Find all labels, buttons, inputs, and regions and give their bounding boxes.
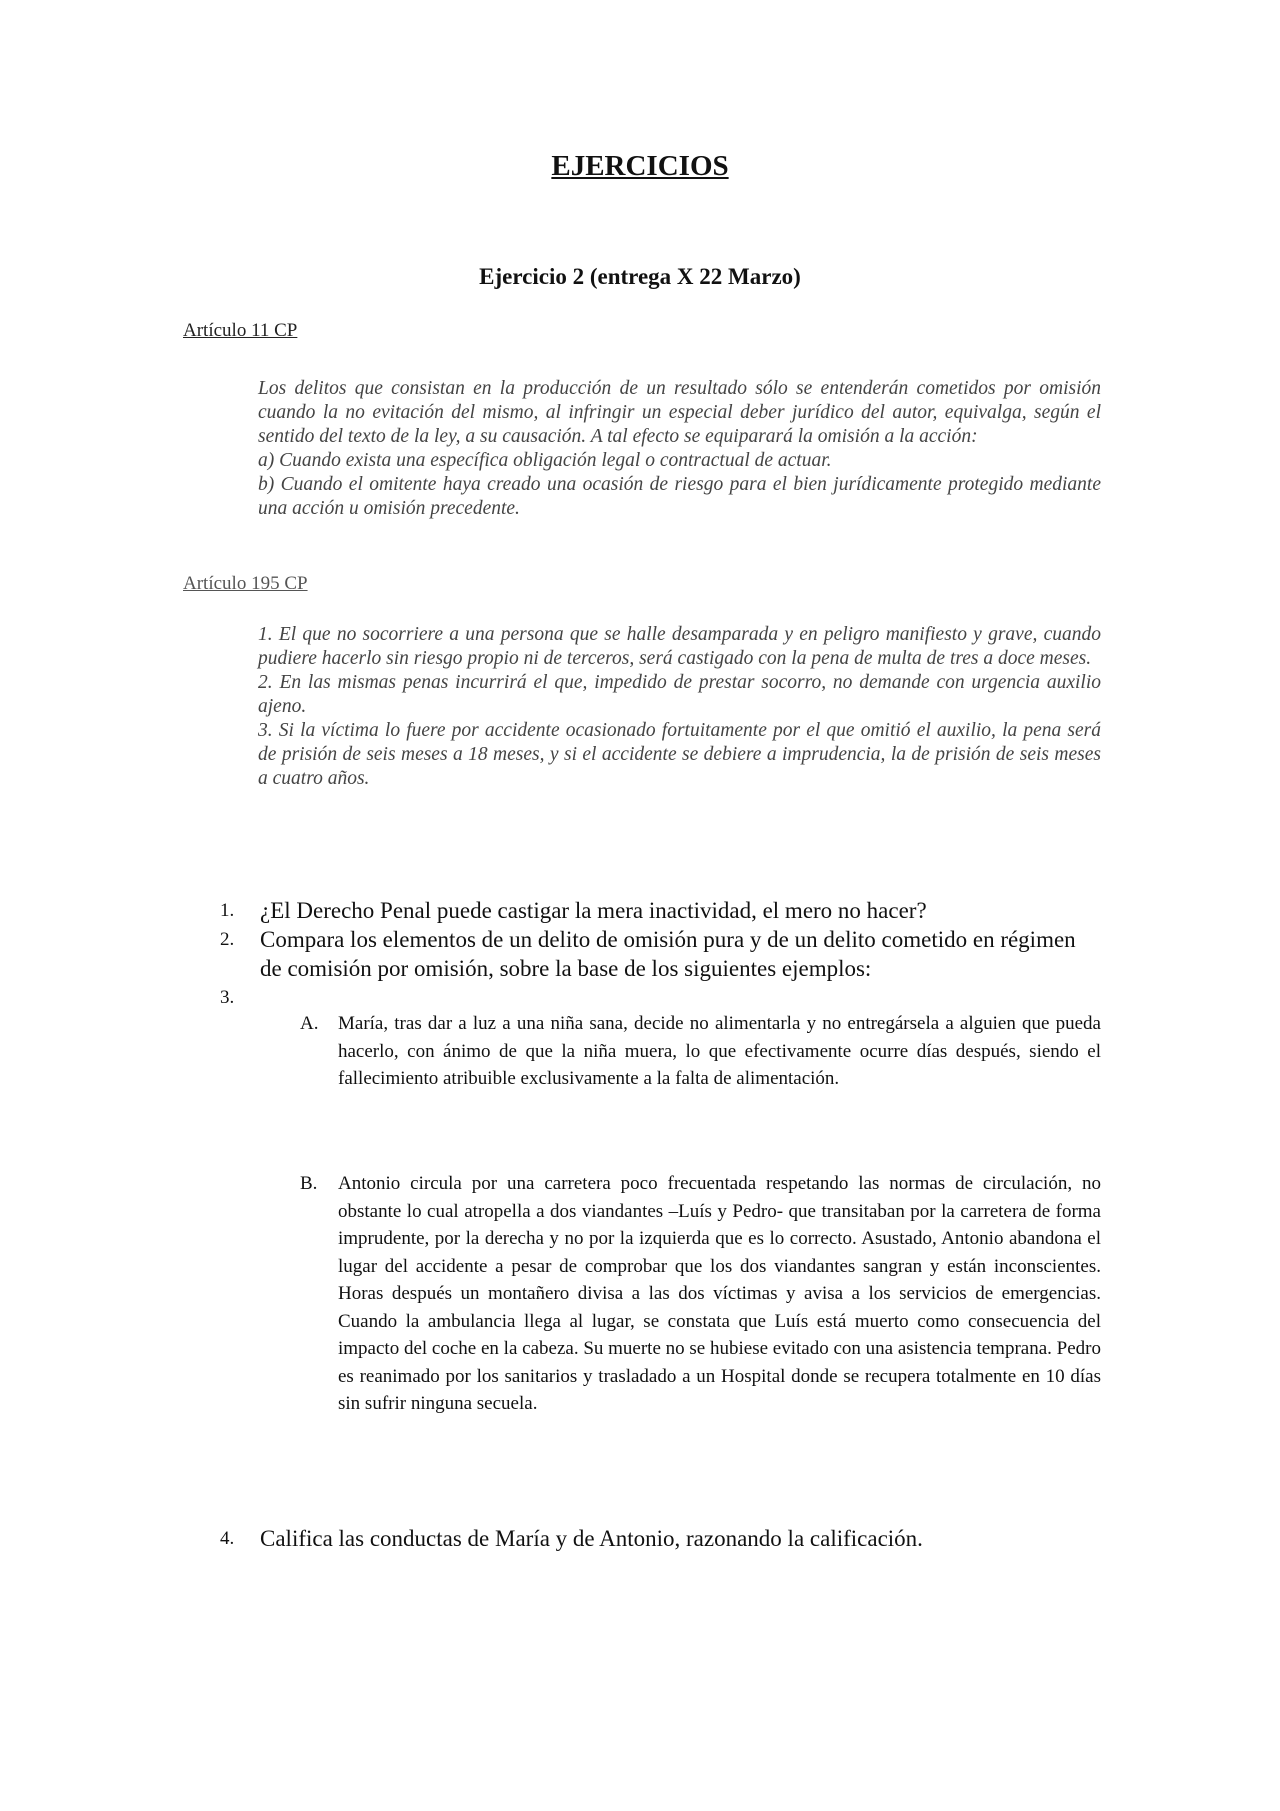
exercise-heading: Ejercicio 2 (entrega X 22 Marzo): [479, 264, 801, 289]
article-11-paragraph: a) Cuando exista una específica obligación legal o contractual de actuar.: [258, 450, 832, 471]
question-number: 2.: [220, 929, 235, 950]
case-letter: A.: [300, 1013, 319, 1034]
question-item: [220, 1524, 1100, 1553]
case-a: [300, 1010, 1101, 1093]
article-11-quote: [258, 377, 1101, 521]
case-letter: B.: [300, 1173, 318, 1194]
page-title: EJERCICIOS: [551, 150, 729, 182]
article-195-quote: [258, 623, 1101, 791]
question-item: [220, 925, 1100, 983]
article-11-paragraph: Los delitos que consistan en la producción de un resultado sólo se entenderán cometidos por omisión cuando la no evitación del mismo, al infringir un especial deber jurídico del autor, equivalga, según el sentido del texto de la ley, a su causación. A tal efecto se equiparará la omisión a la acción:: [258, 378, 1101, 447]
question-text: [260, 983, 1100, 1012]
question-number: 3.: [220, 987, 235, 1008]
question-number: 4.: [220, 1528, 235, 1549]
question-text: Compara los elementos de un delito de omisión pura y de un delito cometido en régimen de comisión por omisión, sobre la base de los siguientes ejemplos:: [260, 927, 1076, 981]
question-number: 1.: [220, 900, 235, 921]
case-text: María, tras dar a luz a una niña sana, decide no alimentarla y no entregársela a alguien que pueda hacerlo, con ánimo de que la niña muera, lo que efectivamente ocurre días después, siendo el fallecimiento atribuible exclusivamente a la falta de alimentación.: [338, 1013, 1101, 1089]
article-195-title: Artículo 195 CP: [183, 573, 308, 594]
case-b: [300, 1170, 1101, 1418]
question-item: [220, 983, 1100, 1012]
article-11-title: Artículo 11 CP: [183, 320, 298, 341]
article-195-paragraph: 1. El que no socorriere a una persona que se halle desamparada y en peligro manifiesto y grave, cuando pudiere hacerlo sin riesgo propio ni de terceros, será castigado con la pena de multa de tres a doce meses.: [258, 624, 1101, 669]
questions-list-continued: [220, 1524, 1100, 1553]
question-item: [220, 896, 1100, 925]
article-195-paragraph: 3. Si la víctima lo fuere por accidente ocasionado fortuitamente por el que omitió el auxilio, la pena será de prisión de seis meses a 18 meses, y si el accidente se debiere a imprudencia, la de prisión de seis meses a cuatro años.: [258, 720, 1101, 789]
article-11-paragraph: b) Cuando el omitente haya creado una ocasión de riesgo para el bien jurídicamente protegido mediante una acción u omisión precedente.: [258, 474, 1101, 519]
case-text: Antonio circula por una carretera poco frecuentada respetando las normas de circulación, no obstante lo cual atropella a dos viandantes –Luís y Pedro- que transitaban por la carretera de forma imprudente, por la derecha y no por la izquierda que es lo correcto. Asustado, Antonio abandona el lugar del accidente a pesar de comprobar que los dos viandantes sangran y están inconscientes. Horas después un montañero divisa a las dos víctimas y avisa a los servicios de emergencias. Cuando la ambulancia llega al lugar, se constata que Luís está muerto como consecuencia del impacto del coche en la cabeza. Su muerte no se hubiese evitado con una asistencia temprana. Pedro es reanimado por los sanitarios y trasladado a un Hospital donde se recupera totalmente en 10 días sin sufrir ninguna secuela.: [338, 1173, 1101, 1414]
question-text: ¿El Derecho Penal puede castigar la mera inactividad, el mero no hacer?: [260, 898, 927, 923]
question-text: Califica las conductas de María y de Antonio, razonando la calificación.: [260, 1526, 923, 1551]
article-195-paragraph: 2. En las mismas penas incurrirá el que, impedido de prestar socorro, no demande con urgencia auxilio ajeno.: [258, 672, 1101, 717]
questions-list: [220, 896, 1100, 1012]
